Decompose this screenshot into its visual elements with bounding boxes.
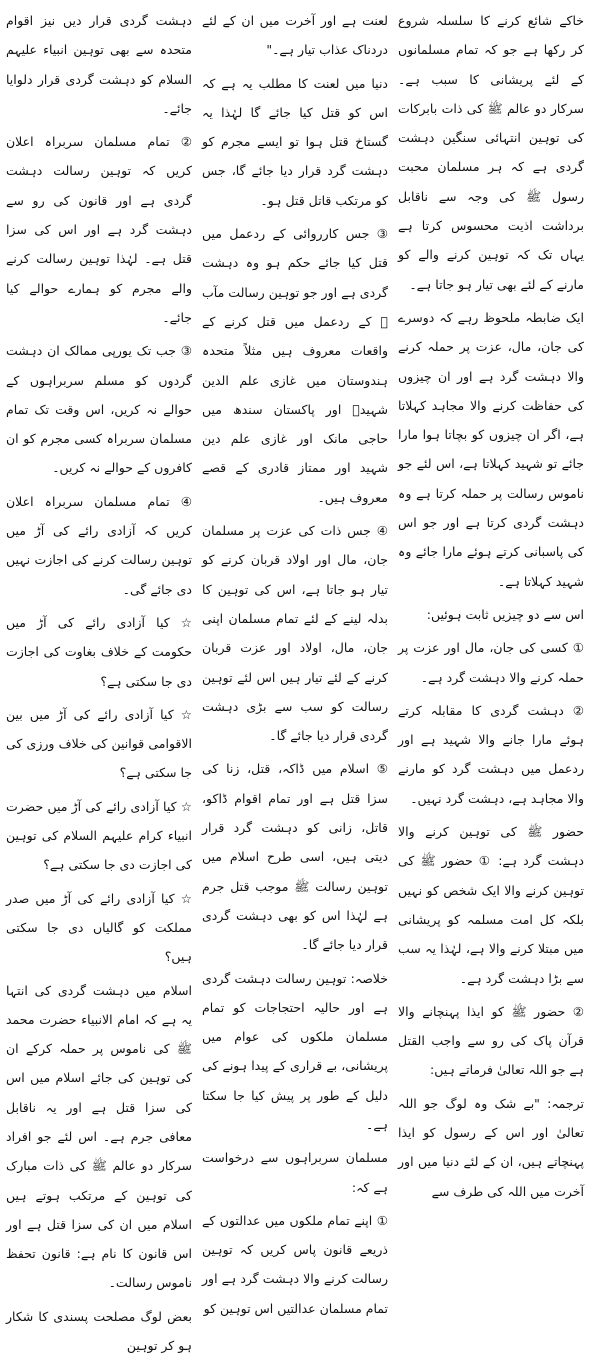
paragraph: دہشت گردی قرار دیں نیز اقوام متحدہ سے بھی توہین انبیاء علیہم السلام کو دہشت گردی قرار دلوایا جائے۔: [6, 13, 192, 116]
paragraph: بعض لوگ مصلحت پسندی کا شکار ہو کر توہین: [6, 1308, 192, 1354]
column-right: [398, 6, 584, 1199]
paragraph: ☆ کیا آزادی رائے کی آڑ میں بین الاقوامی قوانین کی خلاف ورزی کی جا سکتی ہے؟: [6, 706, 192, 781]
paragraph: ② تمام مسلمان سربراہ اعلان کریں کہ توہین رسالت دہشت گردی ہے اور قانون کی رو سے دہشت گرد ہے اور اس کی سزا قتل ہے۔ لہٰذا توہین رسالت کرنے والے مجرم کو ہمارے حوالے کیا جائے۔: [6, 134, 192, 325]
paragraph: دنیا میں لعنت کا مطلب یہ ہے کہ اس کو قتل کیا جائے گا لہٰذا یہ گستاخ قتل ہوا تو ایسے مجرم کو دہشت گرد قرار دیا جائے گا، جس کو مرتکب قاتل قتل ہو۔: [202, 75, 388, 208]
paragraph: حضور ﷺ کی توہین کرنے والا دہشت گرد ہے: ① حضور ﷺ کی توہین کرنے والا ایک شخص کو نہیں بلکہ کل امت مسلمہ کو پریشانی میں مبتلا کرنے والا ہے، لہٰذا یہ سب سے بڑا دہشت گرد ہے۔: [398, 824, 584, 986]
column-middle: [202, 6, 388, 1316]
column-left: [6, 6, 192, 1354]
paragraph: مسلمان سربراہوں سے درخواست ہے کہ:: [202, 1150, 388, 1195]
paragraph: ③ جس کارروائی کے ردعمل میں قتل کیا جائے حکم ہو وہ دہشت گردی ہے اور جو توہین رسالت مآب ﷺ کے ردعمل میں قتل کرنے کے واقعات معروف ہیں مثلاً متحدہ ہندوستان میں غازی علم الدین شہیدؒ اور پاکستان سندھ میں حاجی مانک اور غازی علم دین شہید اور ممتاز قادری کے قصے معروف ہیں۔: [202, 226, 388, 505]
paragraph: خلاصہ: توہین رسالت دہشت گردی ہے اور حالیہ احتجاجات کو تمام مسلمان ملکوں کی عوام میں پریشانی، بے قراری کے پیدا ہونے کی دلیل کے طور پر پیش کیا جا سکتا ہے۔: [202, 970, 388, 1132]
paragraph: ④ تمام مسلمان سربراہ اعلان کریں کہ آزادی رائے کی آڑ میں توہین رسالت کرنے کی اجازت نہیں دی جائے گی۔: [6, 493, 192, 597]
paragraph: ☆ کیا آزادی رائے کی آڑ میں صدر مملکت کو گالیاں دی جا سکتی ہیں؟: [6, 890, 192, 965]
paragraph: ④ جس ذات کی عزت پر مسلمان جان، مال اور اولاد قربان کرنے کو تیار ہو جاتا ہے، اس کی توہین کا بدلہ لینے کے لئے تمام مسلمان اپنی جان، مال، اولاد اور عزت قربان کرنے کے لئے تیار ہیں اس لئے توہین رسالت کو سب سے بڑی دہشت گردی قرار دیا جائے گا۔: [202, 523, 388, 744]
paragraph: خاکے شائع کرنے کا سلسلہ شروع کر رکھا ہے جو کہ تمام مسلمانوں کے لئے پریشانی کا سبب ہے۔ سرکار دو عالم ﷺ کی ذات بابرکات کی توہین انتہائی سنگین دہشت گردی ہے کہ ہر مسلمان محبت رسول ﷺ کی وجہ سے ناقابل برداشت اذیت محسوس کرتا ہے یہاں تک کہ توہین کرنے والے کو مارنے کے لئے بھی تیار ہو جاتا ہے۔: [398, 13, 584, 292]
paragraph: ③ جب تک یورپی ممالک ان دہشت گردوں کو مسلم سربراہوں کے حوالے نہ کریں، اس وقت تک تمام مسلمان سربراہ کسی مجرم کو ان کافروں کے حوالے نہ کریں۔: [6, 343, 192, 476]
paragraph: ترجمہ: "بے شک وہ لوگ جو اللہ تعالیٰ اور اس کے رسول کو ایذا پہنچاتے ہیں، ان کے لئے دنیا میں اور آخرت میں اللہ کی طرف سے: [398, 1095, 584, 1199]
paragraph: ② دہشت گردی کا مقابلہ کرتے ہوئے مارا جانے والا شہید ہے اور ردعمل میں دہشت گرد کو مارنے والا مجاہد ہے، دہشت گرد نہیں۔: [398, 702, 584, 806]
paragraph: ① کسی کی جان، مال اور عزت پر حملہ کرنے والا دہشت گرد ہے۔: [398, 640, 584, 685]
paragraph: ☆ کیا آزادی رائے کی آڑ میں حکومت کے خلاف بغاوت کی اجازت دی جا سکتی ہے؟: [6, 614, 192, 689]
paragraph: ① اپنے تمام ملکوں میں عدالتوں کے ذریعے قانون پاس کریں کہ توہین رسالت کرنے والا دہشت گرد ہے اور تمام مسلمان عدالتیں اس توہین کو: [202, 1212, 388, 1316]
paragraph: لعنت ہے اور آخرت میں ان کے لئے دردناک عذاب تیار ہے۔": [202, 13, 388, 58]
paragraph: اسلام میں دہشت گردی کی انتہا یہ ہے کہ امام الانبیاء حضرت محمد ﷺ کی ناموس پر حملہ کرکے ان کی توہین کی جائے اسلام میں اس کی سزا قتل ہے اور یہ ناقابل معافی جرم ہے۔ اس لئے جو افراد سرکار دو عالم ﷺ کی ذات مبارک کی توہین کے مرتکب ہوتے ہیں اسلام میں ان کی سزا قتل ہے اور اس قانون کا نام ہے: قانون تحفظ ناموس رسالت۔: [6, 982, 192, 1291]
paragraph: ⑤ اسلام میں ڈاکہ، قتل، زنا کی سزا قتل ہے اور تمام اقوام ڈاکو، قاتل، زانی کو دہشت گرد قرار دیتی ہیں، اسی طرح اسلام میں توہین رسالت ﷺ موجب قتل جرم ہے لہٰذا اس کو بھی دہشت گردی قرار دیا جائے گا۔: [202, 761, 388, 953]
paragraph: ② حضور ﷺ کو ایذا پہنچانے والا قرآن پاک کی رو سے واجب القتل ہے جو اللہ تعالیٰ فرماتے ہیں:: [398, 1003, 584, 1078]
paragraph: اس سے دو چیزیں ثابت ہوئیں:: [426, 606, 584, 622]
paragraph: ☆ کیا آزادی رائے کی آڑ میں حضرت انبیاء کرام علیہم السلام کی توہین کی اجازت دی جا سکتی ہے؟: [6, 798, 192, 873]
paragraph: ایک ضابطہ ملحوظ رہے کہ دوسرے کی جان، مال، عزت پر حملہ کرنے والا دہشت گرد ہے اور ان چیزوں کی حفاظت کرنے والا مجاہد کہلاتا ہے، اگر ان چیزوں کو بچاتا ہوا مارا جائے تو شہید کہلاتا ہے، اس لئے جو ناموس رسالت پر حملہ کرتا ہے وہ دہشت گردی کرتا ہے اور جو اس کی پاسبانی کرتے ہوئے مارا جائے وہ شہید کہلاتا ہے۔: [398, 309, 584, 589]
